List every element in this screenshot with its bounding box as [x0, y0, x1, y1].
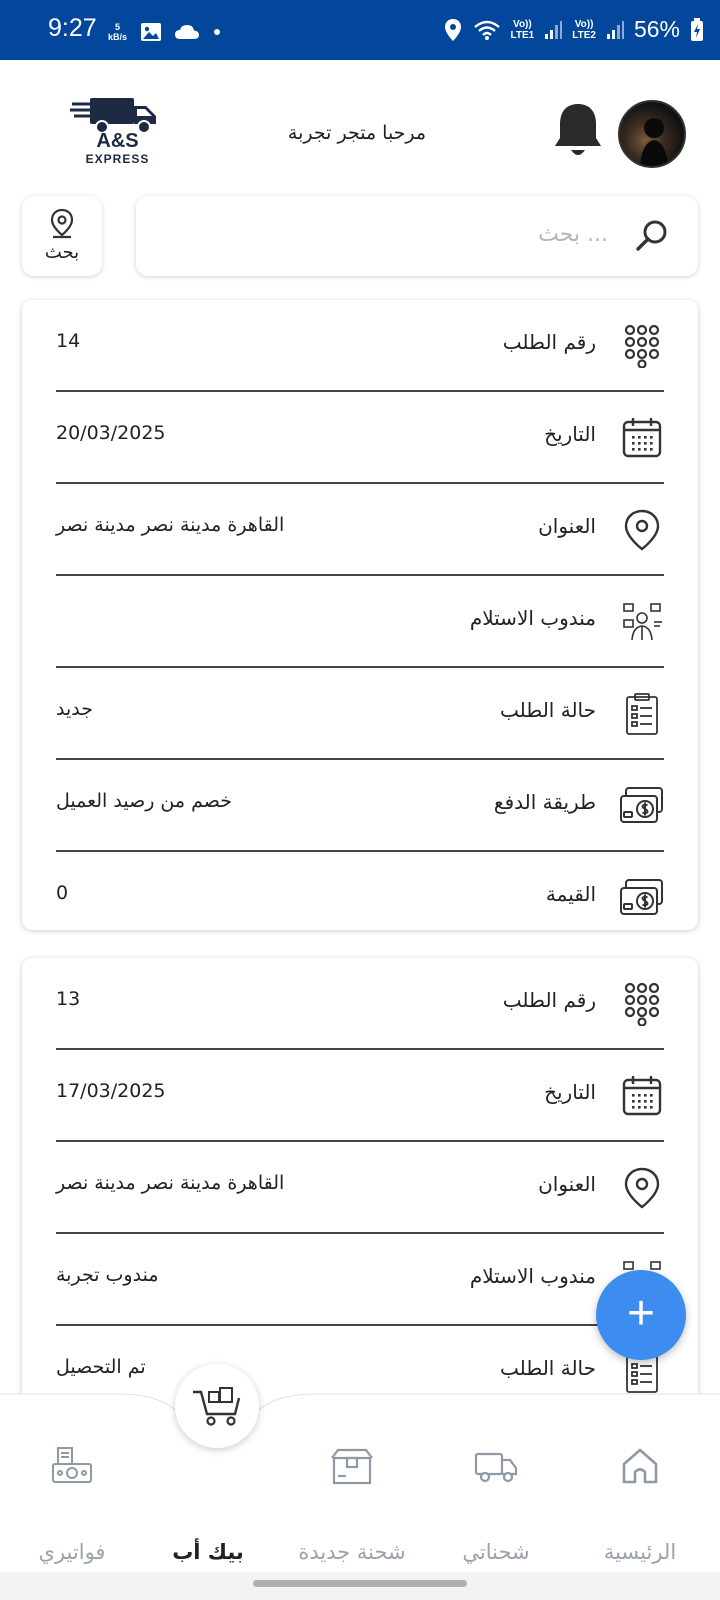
- dot-icon: [212, 27, 222, 37]
- company-logo: [70, 96, 165, 176]
- volte-label: Vo)): [574, 18, 594, 30]
- add-symbol: +: [626, 1287, 656, 1340]
- sim2-indicator: [572, 19, 596, 41]
- network-speed-value: 5: [115, 22, 121, 32]
- nav-label: شحنة جديدة: [298, 1540, 406, 1564]
- bottom-navigation: [0, 1394, 720, 1572]
- calendar-icon: [620, 1074, 664, 1118]
- location-pin-icon: [620, 508, 664, 552]
- order-field-label: العنوان: [538, 514, 596, 538]
- order-field-value: جديد: [56, 698, 93, 720]
- payment-icon: [620, 784, 664, 828]
- notification-bell-icon[interactable]: [553, 100, 603, 162]
- order-row: [56, 1234, 664, 1326]
- gesture-area: [0, 1572, 720, 1600]
- order-card[interactable]: [22, 958, 698, 1394]
- nav-item-box[interactable]: [280, 1414, 424, 1564]
- order-field-label: رقم الطلب: [502, 988, 596, 1012]
- nav-label: بيك أب: [172, 1540, 244, 1564]
- nav-item-invoice[interactable]: [0, 1414, 144, 1564]
- clipboard-icon: [620, 692, 664, 736]
- order-row: [56, 760, 664, 852]
- order-field-label: العنوان: [538, 1172, 596, 1196]
- logo-text: [70, 132, 165, 168]
- network-speed-unit: kB/s: [108, 32, 128, 42]
- order-field-label: رقم الطلب: [502, 330, 596, 354]
- status-time: 9:27: [48, 14, 97, 42]
- order-field-value: خصم من رصيد العميل: [56, 790, 232, 812]
- location-search-label: بحث: [44, 242, 80, 263]
- logo-title: A&S: [96, 130, 139, 152]
- wifi-icon: [473, 18, 501, 42]
- order-field-value: 0: [56, 882, 69, 904]
- battery-percent: 56%: [633, 16, 680, 42]
- order-field-label: القيمة: [545, 882, 596, 906]
- box-icon: [330, 1446, 374, 1486]
- order-row: [56, 1142, 664, 1234]
- lte2-label: LTE2: [572, 29, 596, 41]
- gesture-handle[interactable]: [253, 1580, 467, 1587]
- order-field-value: مندوب تجربة: [56, 1264, 159, 1286]
- logo-subtitle: EXPRESS: [85, 152, 150, 166]
- nav-item-truck[interactable]: [424, 1414, 568, 1564]
- search-input[interactable]: [136, 196, 698, 276]
- keypad-icon: [620, 324, 664, 368]
- location-pin-icon: [620, 1166, 664, 1210]
- order-row: [56, 958, 664, 1050]
- gallery-icon: [140, 22, 162, 42]
- location-search-button[interactable]: [22, 196, 102, 276]
- order-row: [56, 484, 664, 576]
- order-field-value: القاهرة مدينة نصر مدينة نصر: [56, 514, 285, 536]
- app-header: [0, 60, 720, 190]
- order-field-value: 14: [56, 330, 81, 352]
- order-row: [56, 852, 664, 944]
- order-field-value: القاهرة مدينة نصر مدينة نصر: [56, 1172, 285, 1194]
- order-field-value: 17/03/2025: [56, 1080, 166, 1102]
- sim1-indicator: [511, 19, 535, 41]
- order-row: [56, 668, 664, 760]
- courier-icon: [620, 600, 664, 644]
- nav-label: شحناتي: [462, 1540, 530, 1564]
- order-field-value: تم التحصيل: [56, 1356, 146, 1378]
- nav-label: الرئيسية: [603, 1540, 677, 1564]
- money-icon: [620, 876, 664, 920]
- battery-charging-icon: [690, 18, 704, 42]
- avatar[interactable]: [618, 100, 686, 168]
- order-field-value: 13: [56, 988, 81, 1010]
- truck-icon: [474, 1446, 518, 1486]
- orders-list[interactable]: [0, 296, 720, 1394]
- nav-label: فواتيري: [38, 1540, 106, 1564]
- order-row: [56, 392, 664, 484]
- order-field-label: طريقة الدفع: [493, 790, 596, 814]
- order-field-label: التاريخ: [544, 422, 596, 446]
- nav-item-home[interactable]: [568, 1414, 712, 1564]
- order-field-label: مندوب الاستلام: [469, 1264, 596, 1288]
- welcome-text: مرحبا متجر تجربة: [287, 122, 427, 144]
- order-field-label: حالة الطلب: [500, 698, 596, 722]
- home-icon: [618, 1446, 662, 1486]
- order-row: [56, 576, 664, 668]
- order-row: [56, 300, 664, 392]
- calendar-icon: [620, 416, 664, 460]
- keypad-icon: [620, 982, 664, 1026]
- nav-item-cart[interactable]: [136, 1414, 280, 1564]
- order-field-value: 20/03/2025: [56, 422, 166, 444]
- lte1-label: LTE1: [510, 29, 535, 41]
- network-speed: [108, 22, 127, 42]
- profile-silhouette-icon: [620, 102, 684, 166]
- order-row: [56, 1050, 664, 1142]
- volte-label: Vo)): [513, 18, 532, 30]
- order-field-label: حالة الطلب: [500, 1356, 596, 1380]
- order-card[interactable]: [22, 300, 698, 930]
- location-pin-icon: [47, 208, 77, 240]
- add-order-button[interactable]: [596, 1270, 686, 1360]
- search-placeholder: بحث ...: [538, 222, 608, 247]
- location-icon: [443, 18, 463, 42]
- invoice-icon: [50, 1446, 94, 1486]
- order-field-label: مندوب الاستلام: [469, 606, 596, 630]
- signal-icon: [606, 20, 624, 40]
- signal-icon: [544, 20, 562, 40]
- status-bar: [0, 0, 720, 60]
- order-field-label: التاريخ: [544, 1080, 596, 1104]
- cloud-icon: [174, 23, 200, 41]
- search-icon: [634, 218, 670, 254]
